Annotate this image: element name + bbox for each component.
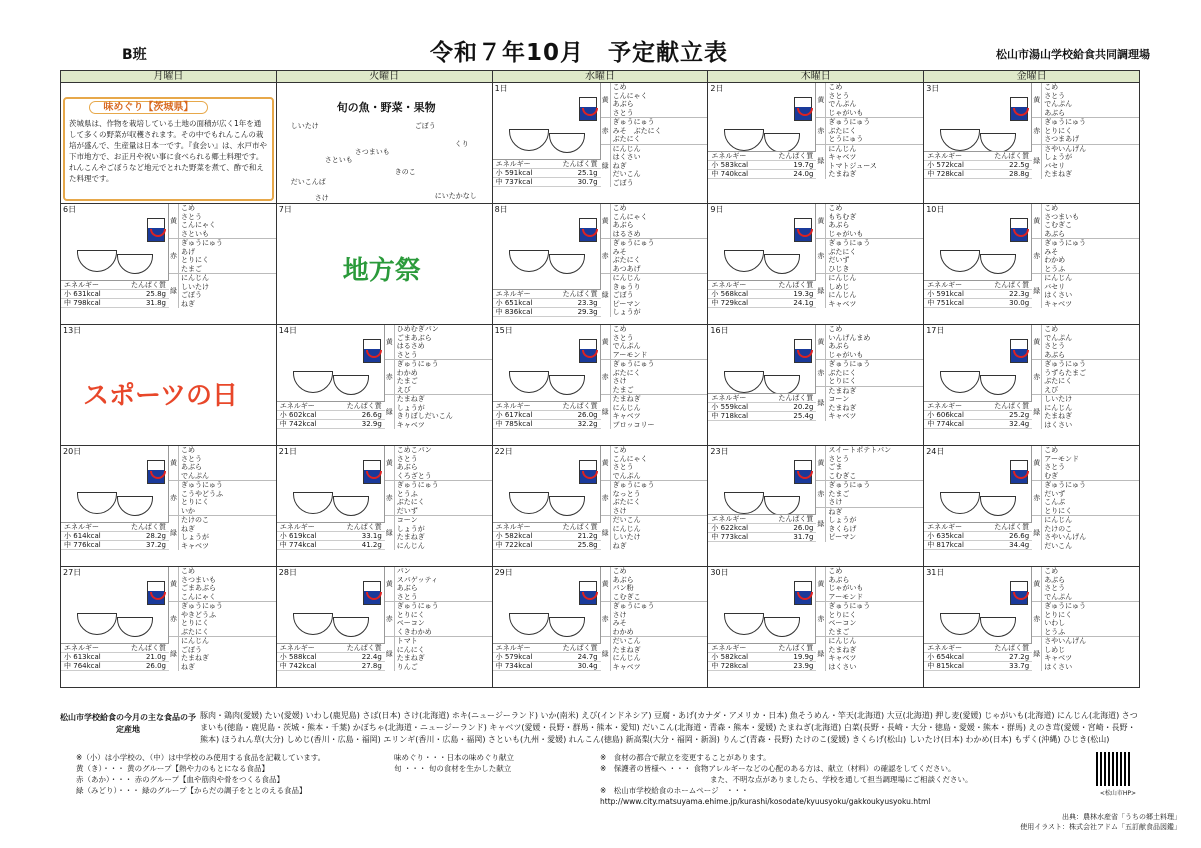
bowl-icon [940, 613, 980, 635]
seasonal-food-cell [276, 83, 492, 204]
dish-illustration [708, 204, 816, 308]
food-group-red: 赤 ぎゅうにゅう なっとう ぶたにく さけ [601, 481, 708, 516]
day-cell-28 [276, 567, 492, 688]
day-number: 21日 [278, 447, 297, 456]
seasonal-item: さけ [314, 194, 329, 202]
food-group-yellow: 黄 こめ もちむぎ あぶら じゃがいも [816, 204, 923, 239]
food-group-green: 緑 しいたけ にんじん たまねぎ はくさい [1033, 395, 1073, 429]
bowl-icon [980, 375, 1016, 395]
food-group-yellow: 黄 こめ さとう あぶら でんぷん [169, 446, 276, 481]
milk-carton-icon [794, 97, 812, 121]
food-group-yellow: 黄 こめ さとう でんぷん じゃがいも [816, 83, 923, 118]
food-group-red: 赤 ぎゅうにゅう うずらたまご ぶたにく えび [1032, 360, 1139, 395]
food-group-yellow: 黄 こめ こんにゃく あぶら さとう [601, 83, 708, 118]
dish-illustration [924, 446, 1032, 550]
food-group-red: 赤 ぎゅうにゅう みそ わかめ とうふ [1032, 239, 1139, 274]
food-group-red: 赤 ぎゅうにゅう こうやどうふ とりにく いか [169, 481, 276, 516]
food-group-yellow: 黄 スイートポテトパン さとう ごま こむぎこ [816, 446, 923, 481]
food-group-red: 赤 ぎゅうにゅう ぶたにく とうにゅう [816, 118, 923, 145]
bowl-icon [117, 496, 153, 516]
dish-illustration [708, 325, 816, 421]
bowl-icon [117, 617, 153, 637]
food-group-yellow: 黄 こめ アーモンド さとう むぎ [1032, 446, 1139, 481]
dish-illustration [277, 325, 385, 429]
milk-carton-icon [579, 581, 597, 605]
bowl-icon [724, 129, 764, 151]
energy-table: エネルギー たんぱく質 小 651kcal 23.3g 中 836kcal 29.3g [493, 289, 601, 317]
energy-table: エネルギー たんぱく質 小 617kcal 26.0g 中 785kcal 32.2g [493, 401, 601, 429]
weekday-mon: 月曜日 [61, 71, 277, 83]
food-group-red: 赤 ぎゅうにゅう ぶたにく さけ たまご [601, 360, 708, 395]
energy-table: エネルギー たんぱく質 小 602kcal 26.6g 中 742kcal 32.9g [277, 401, 385, 429]
food-group-green: 緑 にんじん たけのこ さやいんげん だいこん [1033, 516, 1087, 550]
food-group-yellow: 黄 こめ さつまいも ごまあぶら こんにゃく [169, 567, 276, 602]
food-group-red: 赤 ぎゅうにゅう とうふ ぶたにく だいず [385, 481, 492, 516]
bowl-icon [724, 613, 764, 635]
note-ajimeguri: 味めぐり・・・日本の味めぐり献立 [394, 753, 514, 762]
milk-carton-icon [363, 460, 381, 484]
day-cell-2 [708, 83, 924, 204]
day-cell-3 [924, 83, 1140, 204]
day-number: 8日 [494, 205, 508, 214]
energy-table: エネルギー たんぱく質 小 579kcal 24.7g 中 734kcal 30.4g [493, 643, 601, 671]
day-number: 14日 [278, 326, 297, 335]
food-group-green: 緑 にんじん しいたけ ごぼう ねぎ [170, 274, 209, 308]
dish-illustration [277, 446, 385, 550]
food-group-red: 赤 ぎゅうにゅう やきどうふ とりにく ぶたにく [169, 602, 276, 637]
milk-carton-icon [579, 218, 597, 242]
day-number: 9日 [710, 205, 724, 214]
origin-section [60, 711, 1140, 744]
day-number: 16日 [710, 326, 729, 335]
dish-illustration [493, 204, 601, 317]
bowl-icon [549, 617, 585, 637]
note-change: ※ 食材の都合で献立を変更することがあります。 [600, 753, 771, 762]
food-group-green: 緑 にんじん きゅうり ごぼう ピーマン しょうが [601, 274, 641, 316]
bowl-icon [333, 375, 369, 395]
food-group-green: 緑 コーン しょうが たまねぎ にんじん [385, 516, 425, 550]
energy-table: エネルギー たんぱく質 小 591kcal 25.1g 中 737kcal 30.7g [493, 159, 601, 187]
note-shun: 旬 ・・・ 旬の食材を生かした献立 [394, 764, 512, 773]
day-cell-21 [276, 446, 492, 567]
weekday-wed: 水曜日 [492, 71, 708, 83]
credit-source: 出典：農林水産省「うちの郷土料理」 [1062, 813, 1181, 821]
food-group-red: 赤 ぎゅうにゅう みそ ぶたにく あつあげ [601, 239, 708, 274]
day-number: 23日 [710, 447, 729, 456]
bowl-icon [509, 371, 549, 393]
day-number: 1日 [494, 84, 508, 93]
milk-carton-icon [1010, 581, 1028, 605]
bowl-icon [333, 496, 369, 516]
dish-illustration [708, 567, 816, 671]
dish-illustration [924, 325, 1032, 429]
intro-cell [61, 83, 277, 204]
seasonal-item: さつまいも [354, 148, 390, 156]
milk-carton-icon [147, 581, 165, 605]
food-group-green: 緑 にんじん たまねぎ キャベツ はくさい [817, 637, 857, 671]
legend-yellow: 黄（き）・・・ 黄のグループ【熱や力のもとになる食品】 [76, 764, 270, 773]
dish-illustration [61, 446, 169, 550]
milk-carton-icon [1010, 339, 1028, 363]
header [60, 32, 1150, 70]
day-cell-10 [924, 204, 1140, 325]
credits [1020, 812, 1181, 832]
qr-label: <松山市HP> [1099, 790, 1136, 797]
bowl-icon [293, 492, 333, 514]
legend-note: ※（小）は小学校の、（中）は中学校のみ使用する食品を記載しています。 [76, 753, 326, 762]
day-cell-17 [924, 325, 1140, 446]
bowl-icon [509, 129, 549, 151]
bowl-icon [940, 371, 980, 393]
milk-carton-icon [579, 339, 597, 363]
energy-table: エネルギー たんぱく質 小 606kcal 25.2g 中 774kcal 32.4g [924, 401, 1032, 429]
milk-carton-icon [794, 218, 812, 242]
food-group-green: 緑 たまねぎ コーン たまねぎ キャベツ [817, 386, 857, 420]
day-cell-30 [708, 567, 924, 688]
milk-carton-icon [147, 460, 165, 484]
event-sports-day: スポーツの日 [83, 381, 238, 411]
intro-text: 茨城県は、作物を栽培している土地の面積が広く1年を通して多くの野菜が収穫されます。その中でもれんこんの栽培が盛んで、生産量は日本一です。『食会い』は、水戸市や下市地方で、お正月や祝い事に食べられる郷土料理です。れんこんやごぼうなど地元でとれた野菜を煮て、酢で和えた料理です。 [69, 119, 267, 183]
day-cell-29 [492, 567, 708, 688]
day-number: 15日 [494, 326, 513, 335]
day-cell-14 [276, 325, 492, 446]
note-contact: また、不明な点がありましたら、学校を通して担当調理場にご相談ください。 [710, 775, 973, 784]
food-group-green: 緑 にんじん はくさい ねぎ だいこん ごぼう [601, 144, 641, 187]
bowl-icon [980, 254, 1016, 274]
bowl-icon [980, 617, 1016, 637]
credit-illustration: 使用イラスト：株式会社アドム「五訂献食品図鑑」 [1020, 823, 1181, 831]
energy-table: エネルギー たんぱく質 小 559kcal 20.2g 中 718kcal 25.4g [708, 393, 816, 421]
day-cell-24 [924, 446, 1140, 567]
food-group-yellow: 黄 パン スパゲッティ あぶら さとう [385, 567, 492, 602]
food-group-green: 緑 トマト にんにく たまねぎ りんご [385, 637, 425, 671]
day-number: 2日 [710, 84, 724, 93]
food-group-green: 緑 たまねぎ しょうが きりぼしだいこん キャベツ [385, 395, 453, 429]
seasonal-item: だいこんば [290, 178, 326, 186]
seasonal-item: ごぼう [414, 122, 436, 130]
bowl-icon [549, 254, 585, 274]
day-cell-9 [708, 204, 924, 325]
day-number: 29日 [494, 568, 513, 577]
bowl-icon [764, 617, 800, 637]
day-cell-20 [61, 446, 277, 567]
dish-illustration [493, 446, 601, 550]
food-group-yellow: 黄 こめ あぶら パン粉 こむぎこ [601, 567, 708, 602]
bowl-icon [764, 254, 800, 274]
seasonal-item: さといも [324, 156, 353, 164]
food-group-green: 緑 だいこん たまねぎ にんじん キャベツ [601, 637, 641, 671]
seasonal-item: くり [454, 140, 469, 148]
energy-table: エネルギー たんぱく質 小 591kcal 22.3g 中 751kcal 30.0g [924, 280, 1032, 308]
dish-illustration [924, 567, 1032, 671]
energy-table: エネルギー たんぱく質 小 582kcal 21.2g 中 722kcal 25.8g [493, 522, 601, 550]
weekday-tue: 火曜日 [276, 71, 492, 83]
food-group-red: 赤 ぎゅうにゅう だいず こんぶ とりにく [1032, 481, 1139, 516]
food-group-green: 緑 たけのこ ねぎ しょうが キャベツ [170, 516, 209, 550]
legend-red: 赤（あか）・・・ 赤のグループ【血や筋肉や骨をつくる食品】 [76, 775, 285, 784]
day-number: 10日 [926, 205, 945, 214]
food-group-green: 緑 にんじん しめじ にんじん キャベツ [817, 274, 857, 308]
day-number: 28日 [278, 568, 297, 577]
energy-table: エネルギー たんぱく質 小 582kcal 19.9g 中 728kcal 23.9g [708, 643, 816, 671]
dish-illustration [277, 567, 385, 671]
food-group-yellow: 黄 こめ いんげんまめ あぶら じゃがいも [816, 325, 923, 360]
milk-carton-icon [1010, 460, 1028, 484]
day-cell-6 [61, 204, 277, 325]
bowl-icon [77, 250, 117, 272]
food-group-red: 赤 ぎゅうにゅう とりにく ベーコン くきわかめ [385, 602, 492, 637]
day-number: 27日 [63, 568, 82, 577]
energy-table: エネルギー たんぱく質 小 654kcal 27.2g 中 815kcal 33.7g [924, 643, 1032, 671]
origin-list: 豚肉・鶏肉(愛媛) たい(愛媛) いわし(鹿児島) さば(日本) さけ(北海道) ホキ(ニュージーランド) いか(南米) えび(インドネシア) 豆腐・あげ(カナダ・アメリカ・日本) 魚そうめん・竿天(北海道) 大豆(北海道) 押し麦(愛媛) じゃがいも(北海道) にんじん(北海道) さつまいも(徳島・鹿児島・茨城・熊本・千葉) かぼちゃ(北海道・ニュージーランド) キャベツ(愛媛・長野・群馬・熊本・愛知) だいこん(北海道・青森・熊本・愛媛) たまねぎ(北海道) 白菜(長野・長崎・大分・徳島・愛媛・熊本・群馬) えのき茸(愛媛・宮崎・長野・熊本) ほうれん草(大分) しめじ(香川・広島・福岡) エリンギ(香川・広島・福岡) さといも(九州・愛媛) れんこん(徳島) 新高梨(大分・福岡・新潟) りんご(青森・長野) たけのこ(愛媛) きくらげ(松山) しいたけ(日本) わかめ(日本) もずく(沖縄) ひじき(松山) [200, 711, 1138, 744]
food-group-red: 赤 ぎゅうにゅう とりにく いわし とうふ [1032, 602, 1139, 637]
bowl-icon [117, 254, 153, 274]
bowl-icon [980, 496, 1016, 516]
organization: 松山市湯山学校給食共同調理場 [996, 48, 1150, 61]
energy-table: エネルギー たんぱく質 小 622kcal 26.0g 中 773kcal 31.7g [708, 514, 816, 542]
food-group-red: 赤 ぎゅうにゅう さけ みそ わかめ [601, 602, 708, 637]
dish-illustration [924, 204, 1032, 308]
weekday-fri: 金曜日 [924, 71, 1140, 83]
bowl-icon [940, 492, 980, 514]
energy-table: エネルギー たんぱく質 小 631kcal 25.8g 中 798kcal 31.8g [61, 280, 169, 308]
milk-carton-icon [147, 218, 165, 242]
note-allergy: ※ 保護者の皆様へ ・・・ 食物アレルギーなどの心配のある方は、献立（材料）の確認をしてください。 [600, 764, 956, 773]
energy-table: エネルギー たんぱく質 小 572kcal 22.5g 中 728kcal 28.8g [924, 151, 1032, 179]
food-group-red: 赤 ぎゅうにゅう とりにく ベーコン たまご [816, 602, 923, 637]
milk-carton-icon [1010, 97, 1028, 121]
energy-table: エネルギー たんぱく質 小 614kcal 28.2g 中 776kcal 37.2g [61, 522, 169, 550]
bowl-icon [940, 250, 980, 272]
qr-code-icon[interactable] [1096, 752, 1130, 786]
day-number: 3日 [926, 84, 940, 93]
legend-green: 緑（みどり）・・・ 緑のグループ【からだの調子をととのえる食品】 [76, 786, 307, 795]
seasonal-item: きのこ [394, 168, 416, 176]
seasonal-item: しいたけ [290, 122, 319, 130]
day-cell-13: 13日 スポーツの日 [61, 325, 277, 446]
bowl-icon [724, 250, 764, 272]
page-title: 令和７年10月 予定献立表 [430, 40, 729, 66]
event-chihosai: 地方祭 [342, 256, 421, 286]
day-number: 30日 [710, 568, 729, 577]
day-number: 6日 [63, 205, 77, 214]
milk-carton-icon [363, 581, 381, 605]
note-homepage[interactable]: ※ 松山市学校給食のホームページ ・・・ http://www.city.matsuyama.ehime.jp/kurashi/kosodate/kyuusyoku/gakkoukyusyoku.html [600, 786, 931, 806]
bowl-icon [293, 371, 333, 393]
day-cell-16 [708, 325, 924, 446]
weekday-thu: 木曜日 [708, 71, 924, 83]
day-number: 24日 [926, 447, 945, 456]
milk-carton-icon [794, 460, 812, 484]
seasonal-item: にいたかなし [434, 192, 477, 200]
food-group-yellow: 黄 こめ さとう こんにゃく さといも [169, 204, 276, 239]
food-group-yellow: 黄 ひめむぎパン ごまあぶら はるさめ さとう [385, 325, 492, 360]
bowl-icon [549, 496, 585, 516]
food-group-green: 緑 にんじん ごぼう たまねぎ ねぎ [170, 637, 209, 671]
energy-table: エネルギー たんぱく質 小 583kcal 19.7g 中 740kcal 24.0g [708, 151, 816, 179]
food-group-green: 緑 ねぎ しょうが きくらげ ピーマン [817, 507, 857, 541]
food-group-yellow: 黄 こめ さとう でんぷん あぶら [1032, 83, 1139, 118]
dish-illustration [61, 567, 169, 671]
food-group-red: 赤 ぎゅうにゅう ぶたにく だいず ひじき [816, 239, 923, 274]
food-group-red: 赤 ぎゅうにゅう たまご さけ [816, 481, 923, 508]
energy-table: エネルギー たんぱく質 小 588kcal 22.4g 中 742kcal 27.8g [277, 643, 385, 671]
food-group-red: 赤 ぎゅうにゅう みそ ぶたにく ぶたにく [601, 118, 708, 145]
energy-table: エネルギー たんぱく質 小 619kcal 33.1g 中 774kcal 41.2g [277, 522, 385, 550]
food-group-yellow: 黄 こめ あぶら じゃがいも アーモンド [816, 567, 923, 602]
milk-carton-icon [579, 460, 597, 484]
dish-illustration [708, 83, 816, 179]
food-group-yellow: 黄 こめこパン さとう あぶら くろざとう [385, 446, 492, 481]
energy-table: エネルギー たんぱく質 小 613kcal 21.0g 中 764kcal 26.0g [61, 643, 169, 671]
milk-carton-icon [579, 97, 597, 121]
food-group-red: 赤 ぎゅうにゅう ぶたにく とりにく [816, 360, 923, 387]
day-cell-27 [61, 567, 277, 688]
food-group-green: 緑 だいこん にんじん しいたけ ねぎ [601, 516, 641, 550]
food-group-green: 緑 にんじん バセリ はくさい キャベツ [1033, 274, 1073, 308]
day-cell-1 [492, 83, 708, 204]
food-group-yellow: 黄 こめ こんにゃく あぶら はるさめ [601, 204, 708, 239]
day-number: 20日 [63, 447, 82, 456]
dish-illustration [493, 567, 601, 671]
day-cell-31 [924, 567, 1140, 688]
bowl-icon [77, 492, 117, 514]
bowl-icon [724, 492, 764, 514]
day-number: 22日 [494, 447, 513, 456]
food-group-green: 緑 にんじん キャベツ トマトジュース たまねぎ [817, 144, 877, 178]
dish-illustration [924, 83, 1032, 179]
milk-carton-icon [1010, 218, 1028, 242]
bowl-icon [77, 613, 117, 635]
bowl-icon [509, 492, 549, 514]
bowl-icon [549, 375, 585, 395]
food-group-yellow: 黄 こめ さつまいも こむぎこ あぶら [1032, 204, 1139, 239]
day-cell-8 [492, 204, 708, 325]
food-group-red: 赤 ぎゅうにゅう とりにく さつまあげ [1032, 118, 1139, 145]
dish-illustration [61, 204, 169, 308]
bowl-icon [724, 371, 764, 393]
food-group-red: 赤 ぎゅうにゅう わかめ たまご えび [385, 360, 492, 395]
food-group-green: 緑 たまねぎ にんじん キャベツ ブロッコリー [601, 395, 655, 429]
day-number: 17日 [926, 326, 945, 335]
day-number: 31日 [926, 568, 945, 577]
day-cell-23 [708, 446, 924, 567]
bowl-icon [333, 617, 369, 637]
milk-carton-icon [794, 339, 812, 363]
dish-illustration [493, 83, 601, 187]
energy-table: エネルギー たんぱく質 小 568kcal 19.3g 中 729kcal 24.1g [708, 280, 816, 308]
food-group-yellow: 黄 こめ さとう でんぷん アーモンド [601, 325, 708, 360]
seasonal-heading: 旬の魚・野菜・果物 [336, 101, 436, 114]
food-group-yellow: 黄 こめ あぶら さとう でんぷん [1032, 567, 1139, 602]
energy-table: エネルギー たんぱく質 小 635kcal 26.6g 中 817kcal 34.4g [924, 522, 1032, 550]
group-label: B班 [122, 47, 147, 63]
food-group-green: 緑 さやいんげん しょうが バセリ たまねぎ [1033, 144, 1087, 178]
day-cell-15 [492, 325, 708, 446]
dish-illustration [493, 325, 601, 429]
bowl-icon [549, 133, 585, 153]
bowl-icon [509, 613, 549, 635]
food-group-green: 緑 さやいんげん しめじ キャベツ はくさい [1033, 637, 1087, 671]
food-group-yellow: 黄 こめ でんぷん さとう あぶら [1032, 325, 1139, 360]
intro-heading: 味めぐり【茨城県】 [89, 101, 208, 114]
food-group-red: 赤 ぎゅうにゅう あげ とりにく たまご [169, 239, 276, 274]
food-group-yellow: 黄 こめ こんにゃく さとう でんぷん [601, 446, 708, 481]
milk-carton-icon [363, 339, 381, 363]
day-cell-7: 7日 地方祭 [276, 204, 492, 325]
bowl-icon [293, 613, 333, 635]
bowl-icon [940, 129, 980, 151]
bowl-icon [509, 250, 549, 272]
menu-calendar [60, 70, 1140, 688]
dish-illustration [708, 446, 816, 542]
day-cell-22 [492, 446, 708, 567]
origin-label: 松山市学校給食の今月の主な食品の予定産地 [60, 713, 196, 734]
milk-carton-icon [794, 581, 812, 605]
